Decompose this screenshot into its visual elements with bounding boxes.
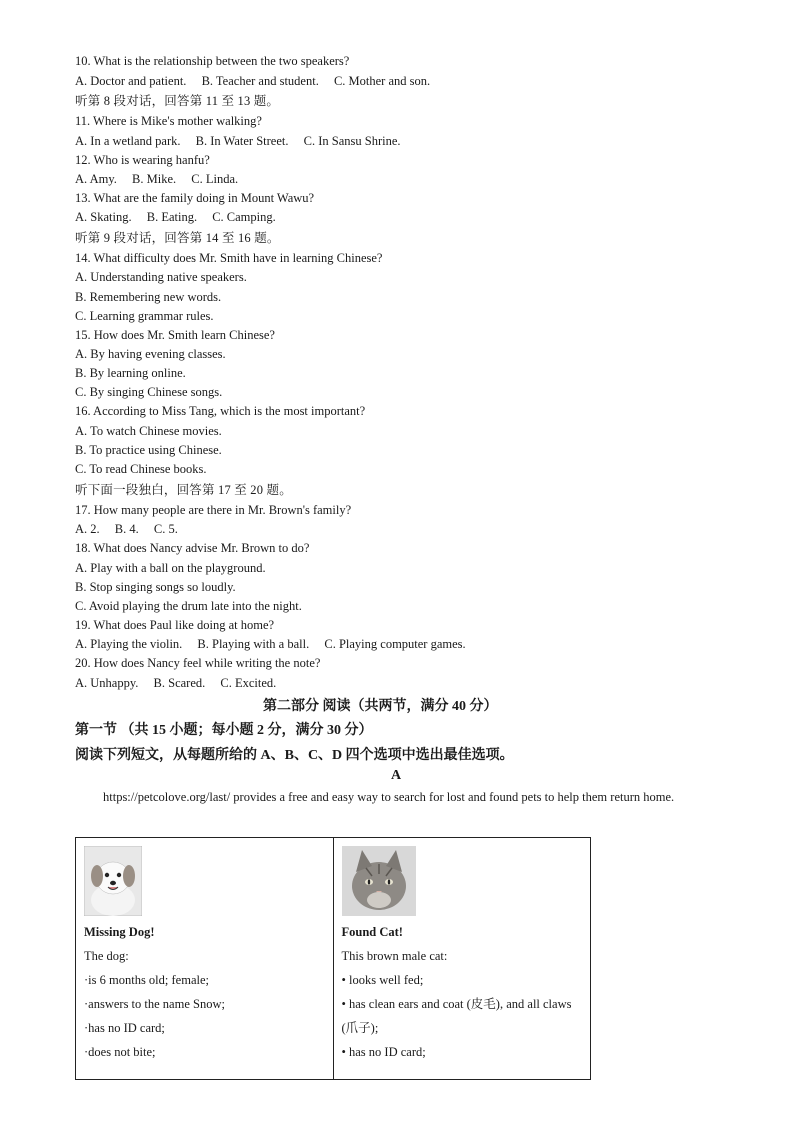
found-cat-line: This brown male cat: — [341, 949, 448, 963]
missing-dog-line: The dog: — [84, 949, 129, 963]
question-18: 18. What does Nancy advise Mr. Brown to do? — [75, 541, 310, 555]
question-14-option-b: B. Remembering new words. — [75, 290, 222, 304]
missing-dog-line: ·does not bite; — [84, 1045, 156, 1059]
question-16-option-a: A. To watch Chinese movies. — [75, 424, 222, 438]
found-cat-line: • has clean ears and coat (皮毛), and all claws (爪子); — [341, 997, 572, 1035]
option-c: C. Mother and son. — [333, 74, 431, 88]
cat-photo — [342, 846, 416, 916]
section-instruction-9: 听第 9 段对话，回答第 14 至 16 题。 — [75, 231, 280, 245]
option-c: C. Playing computer games. — [324, 637, 466, 651]
option-a: A. Doctor and patient. — [75, 74, 187, 88]
question-15-option-c: C. By singing Chinese songs. — [75, 385, 223, 399]
question-16-option-b: B. To practice using Chinese. — [75, 443, 222, 457]
question-16: 16. According to Miss Tang, which is the most important? — [75, 404, 366, 418]
option-a: A. Playing the violin. — [75, 637, 183, 651]
dog-photo — [84, 846, 142, 916]
question-10: 10. What is the relationship between the two speakers? — [75, 54, 350, 68]
section-instruction-monologue: 听下面一段独白，回答第 17 至 20 题。 — [75, 483, 292, 497]
option-c: C. Camping. — [212, 210, 276, 224]
question-18-option-c: C. Avoid playing the drum late into the night. — [75, 599, 302, 613]
question-20: 20. How does Nancy feel while writing the note? — [75, 656, 321, 670]
option-a: A. Skating. — [75, 210, 132, 224]
passage-intro: https://petcolove.org/last/ provides a free and easy way to search for lost and found pets to help them return home. — [103, 790, 675, 804]
option-c: C. Linda. — [191, 172, 239, 186]
question-17-options — [75, 521, 190, 537]
option-c: C. In Sansu Shrine. — [303, 134, 401, 148]
pets-table — [75, 837, 591, 1080]
question-13: 13. What are the family doing in Mount Wawu? — [75, 191, 315, 205]
missing-dog-title: Missing Dog! — [84, 925, 155, 939]
option-b: B. Playing with a ball. — [197, 637, 310, 651]
question-15: 15. How does Mr. Smith learn Chinese? — [75, 328, 275, 342]
question-14-option-c: C. Learning grammar rules. — [75, 309, 214, 323]
section-one-title: 第一节 （共 15 小题；每小题 2 分，满分 30 分） — [75, 723, 373, 738]
question-14: 14. What difficulty does Mr. Smith have in learning Chinese? — [75, 251, 383, 265]
missing-dog-cell — [76, 838, 334, 1080]
option-b: B. 4. — [114, 522, 139, 536]
question-17: 17. How many people are there in Mr. Brown's family? — [75, 503, 352, 517]
question-18-option-b: B. Stop singing songs so loudly. — [75, 580, 236, 594]
question-20-options — [75, 675, 288, 691]
option-b: B. Eating. — [146, 210, 198, 224]
part-two-title: 第二部分 阅读（共两节，满分 40 分） — [263, 699, 498, 714]
passage-letter: A — [391, 768, 402, 783]
option-b: B. Teacher and student. — [201, 74, 319, 88]
question-15-option-b: B. By learning online. — [75, 366, 186, 380]
option-a: A. In a wetland park. — [75, 134, 181, 148]
option-a: A. 2. — [75, 522, 100, 536]
option-c: C. Excited. — [220, 676, 277, 690]
missing-dog-line: ·answers to the name Snow; — [84, 997, 225, 1011]
found-cat-line: • has no ID card; — [341, 1045, 426, 1059]
option-b: B. Mike. — [132, 172, 177, 186]
missing-dog-line: ·has no ID card; — [84, 1021, 165, 1035]
section-instruction-8: 听第 8 段对话，回答第 11 至 13 题。 — [75, 94, 280, 108]
found-cat-cell — [333, 838, 591, 1080]
question-12-options — [75, 171, 250, 187]
found-cat-title: Found Cat! — [341, 925, 403, 939]
question-15-option-a: A. By having evening classes. — [75, 347, 226, 361]
option-b: B. In Water Street. — [195, 134, 289, 148]
option-b: B. Scared. — [153, 676, 206, 690]
found-cat-line: • looks well fed; — [341, 973, 424, 987]
reading-instruction: 阅读下列短文，从每题所给的 A、B、C、D 四个选项中选出最佳选项。 — [75, 748, 514, 763]
question-18-option-a: A. Play with a ball on the playground. — [75, 561, 266, 575]
option-c: C. 5. — [153, 522, 178, 536]
question-19: 19. What does Paul like doing at home? — [75, 618, 275, 632]
option-a: A. Amy. — [75, 172, 117, 186]
question-11: 11. Where is Mike's mother walking? — [75, 114, 262, 128]
question-12: 12. Who is wearing hanfu? — [75, 153, 210, 167]
question-11-options — [75, 133, 413, 149]
missing-dog-line: ·is 6 months old; female; — [84, 973, 209, 987]
option-a: A. Unhappy. — [75, 676, 139, 690]
question-14-option-a: A. Understanding native speakers. — [75, 270, 247, 284]
question-16-option-c: C. To read Chinese books. — [75, 462, 207, 476]
question-13-options — [75, 209, 288, 225]
question-19-options — [75, 636, 478, 652]
question-10-options — [75, 73, 442, 89]
